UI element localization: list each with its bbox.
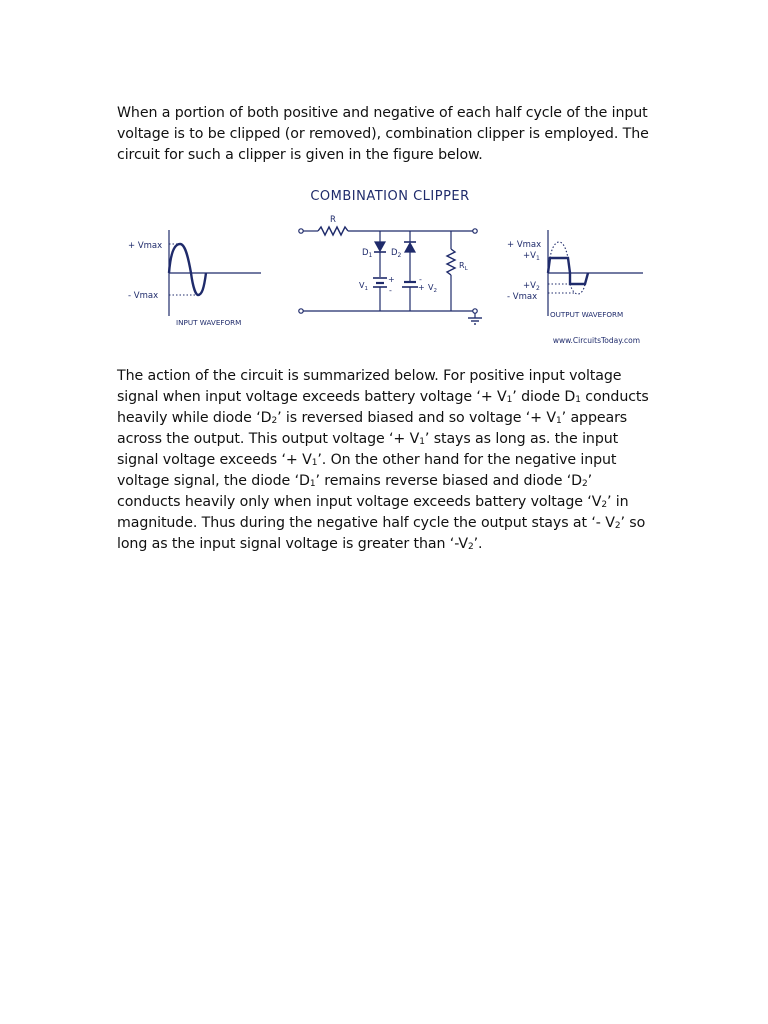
v1-label-sub: 1 bbox=[364, 286, 368, 292]
output-v2-label-main: +V bbox=[523, 281, 536, 291]
input-sine-wave bbox=[169, 244, 206, 295]
rl-label-sub: L bbox=[464, 266, 468, 272]
d1-label bbox=[362, 248, 373, 259]
v2-minus-sign: - bbox=[419, 275, 422, 284]
input-vmax-neg-label: - Vmax bbox=[128, 291, 159, 301]
v2-label-sub: 2 bbox=[433, 288, 437, 294]
body-text: ’ in magnitude. Thus during the negative half cycle the output stays at ‘- V bbox=[117, 494, 629, 532]
d2-label-main: D bbox=[391, 248, 398, 258]
subscript: 2 bbox=[601, 500, 607, 511]
output-v1-label bbox=[523, 251, 540, 262]
subscript: 1 bbox=[309, 479, 316, 490]
output-v1-label-sub: 1 bbox=[535, 255, 540, 262]
d2-label bbox=[391, 248, 402, 259]
v1-plus-sign: + bbox=[388, 275, 395, 284]
v2-label bbox=[428, 283, 437, 294]
body-text: ’ appears across the output. This output voltage ‘+ V bbox=[117, 410, 628, 448]
output-clipped-peak-negative bbox=[570, 284, 585, 294]
input-waveform bbox=[169, 230, 261, 316]
subscript: 1 bbox=[506, 395, 513, 406]
subscript: 1 bbox=[311, 458, 318, 469]
d2-label-sub: 2 bbox=[397, 252, 402, 259]
subscript: 2 bbox=[468, 542, 474, 553]
output-clipped-wave bbox=[548, 258, 588, 284]
output-caption: OUTPUT WAVEFORM bbox=[550, 310, 624, 319]
body-text: ’ is reversed biased and so voltage ‘+ V bbox=[277, 410, 556, 427]
subscript: 1 bbox=[575, 395, 581, 406]
figure-title: COMBINATION CLIPPER bbox=[310, 189, 470, 204]
output-v1-label-main: +V bbox=[523, 251, 536, 261]
output-vmax-pos-label: + Vmax bbox=[507, 240, 542, 250]
body-text: ’. bbox=[473, 536, 483, 553]
v1-label-main: V bbox=[359, 281, 365, 290]
body-text: ’ remains reverse biased and diode ‘D bbox=[315, 473, 582, 490]
d2-diode bbox=[405, 243, 415, 252]
output-v2-label bbox=[523, 281, 540, 292]
rl-label-main: R bbox=[459, 261, 465, 270]
body-text: ’ diode D bbox=[512, 389, 576, 406]
body-text: The action of the circuit is summarized below. For positive input voltage signal when input voltage exceeds battery voltage ‘+ V bbox=[117, 368, 622, 406]
rl-label bbox=[459, 261, 469, 272]
input-terminal-bottom bbox=[299, 309, 303, 313]
output-terminal-top bbox=[473, 229, 477, 233]
input-terminal-top bbox=[299, 229, 303, 233]
output-vmax-neg-label: - Vmax bbox=[507, 292, 538, 302]
series-resistor bbox=[318, 227, 348, 235]
d1-label-main: D bbox=[362, 248, 369, 258]
v1-label bbox=[359, 281, 368, 292]
v2-label-main: V bbox=[428, 283, 434, 292]
output-waveform bbox=[548, 230, 643, 316]
body-text: conducts heavily while diode ‘D bbox=[117, 389, 649, 427]
v1-minus-sign: - bbox=[389, 286, 392, 295]
body-paragraph bbox=[117, 366, 657, 555]
r-label: R bbox=[330, 215, 336, 225]
subscript: 2 bbox=[582, 479, 588, 490]
subscript: 2 bbox=[614, 521, 621, 532]
output-terminal-bottom bbox=[473, 309, 477, 313]
figure-credit: www.CircuitsToday.com bbox=[552, 336, 640, 345]
figure-svg bbox=[118, 180, 648, 352]
body-text: ’ conducts heavily only when input voltage exceeds battery voltage ‘V bbox=[117, 473, 602, 511]
body-text: ’ so long as the input signal voltage is greater than ‘-V bbox=[117, 515, 646, 553]
body-text: ’ stays as long as. the input signal voltage exceeds ‘+ V bbox=[117, 431, 619, 469]
combination-clipper-figure bbox=[118, 180, 648, 352]
load-resistor bbox=[447, 249, 455, 275]
input-vmax-pos-label: + Vmax bbox=[128, 241, 163, 251]
body-text: ’. On the other hand for the negative input voltage signal, the diode ‘D bbox=[117, 452, 617, 490]
output-clipped-peak-positive bbox=[550, 242, 568, 258]
output-v2-label-sub: 2 bbox=[535, 285, 540, 292]
subscript: 1 bbox=[419, 437, 425, 448]
intro-paragraph: When a portion of both positive and negative of each half cycle of the input voltage is to be clipped (or removed), combination clipper is employed. The circuit for such a clipper is given in the figure below. bbox=[117, 105, 649, 164]
v2-plus-sign: + bbox=[418, 283, 425, 292]
d1-label-sub: 1 bbox=[368, 252, 373, 259]
subscript: 2 bbox=[271, 416, 278, 427]
d1-diode bbox=[375, 242, 385, 251]
subscript: 1 bbox=[555, 416, 562, 427]
input-caption: INPUT WAVEFORM bbox=[176, 318, 242, 327]
